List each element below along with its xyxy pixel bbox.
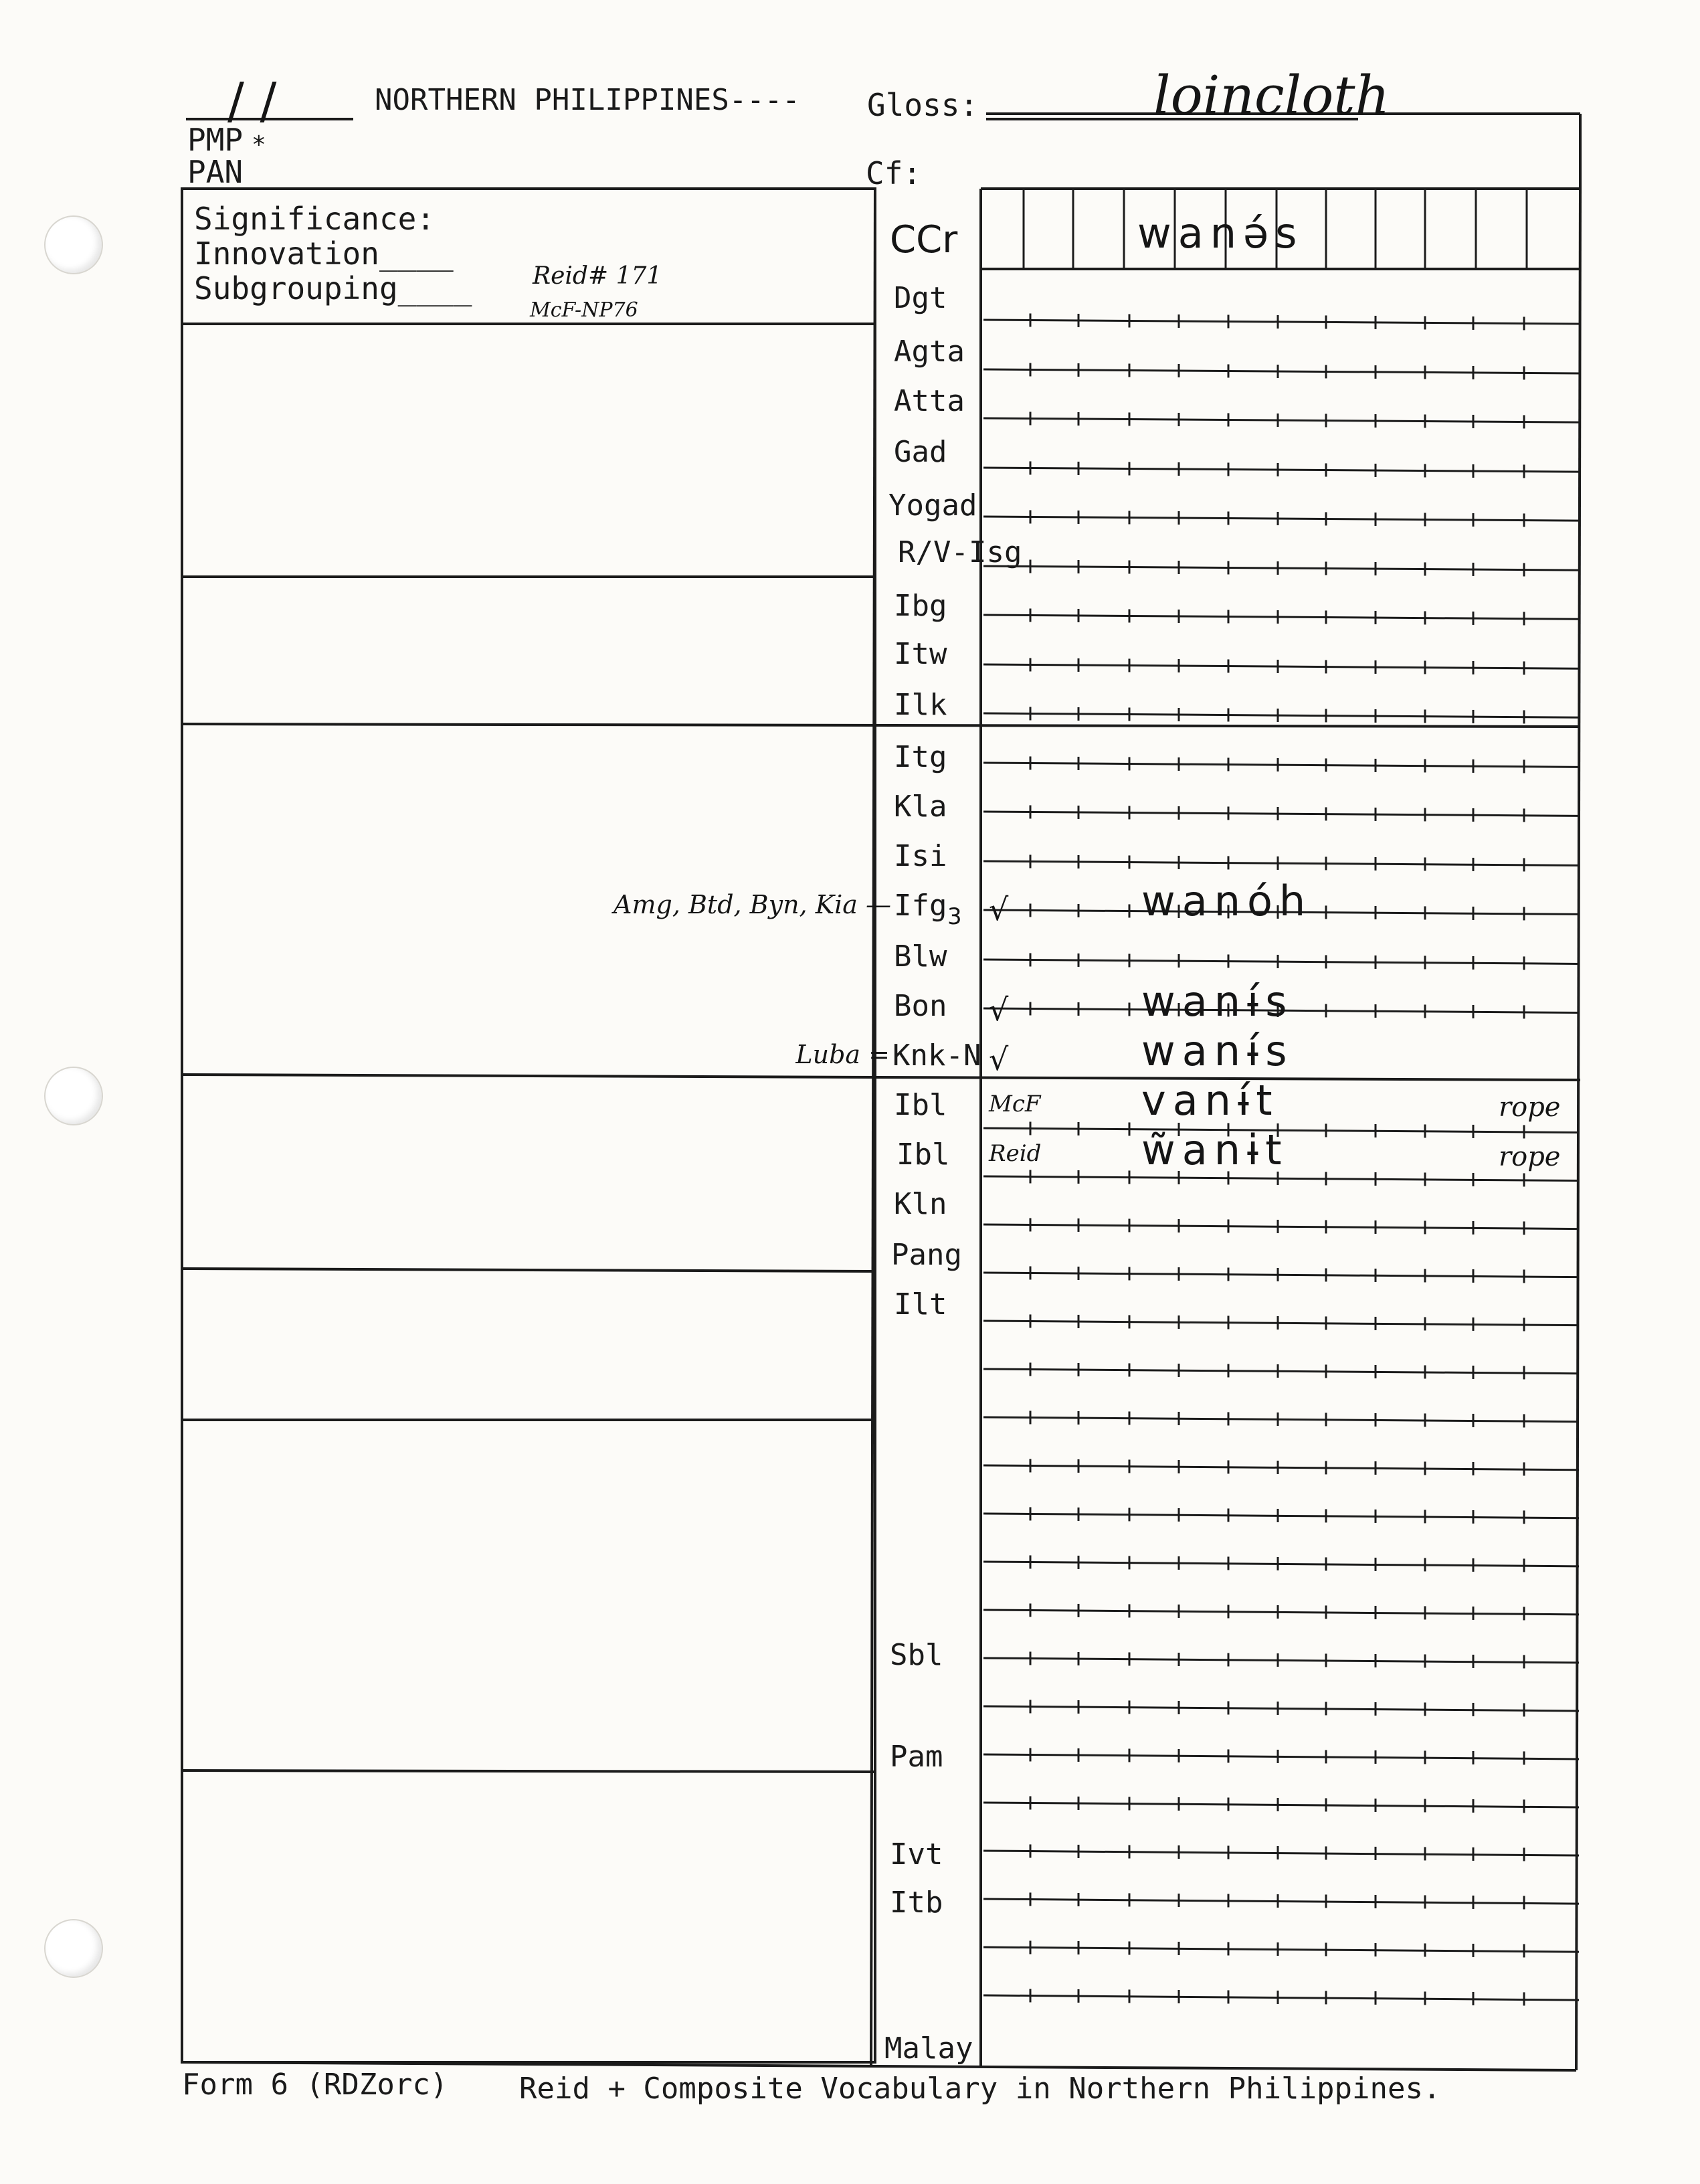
ruled-line [983,1369,1579,1374]
language-code: Ibl [896,1138,950,1172]
ruled-line [983,1947,1579,1952]
ruled-line [983,1224,1579,1229]
ruled-line [983,1321,1579,1326]
ruled-line [983,763,1579,767]
language-code: Dgt [894,281,947,315]
check-mark: Reid [989,1140,1042,1167]
ruled-line [983,320,1579,324]
language-code: Ibl [894,1088,947,1122]
check-mark: √ [989,992,1009,1028]
ruled-line [983,1465,1579,1470]
form-id: Form 6 (RDZorc) [182,2068,448,2102]
innovation-field: Innovation____ [194,236,454,272]
language-code: Itw [894,637,947,671]
ruled-line [983,615,1579,619]
ruled-line [983,960,1579,964]
word-form: wanə́s [1137,209,1304,258]
form-title: Reid + Composite Vocabulary in Northern Philippines. [519,2072,1441,2106]
language-code: Malay [884,2031,973,2066]
ruled-line [983,713,1579,717]
word-form: wanɨ́s [1141,1026,1294,1075]
ruled-line [983,1995,1579,2000]
language-code: Pam [890,1740,943,1774]
language-code: Kla [894,790,947,824]
language-code: Kln [894,1187,947,1221]
ruled-line [983,1417,1579,1422]
check-mark: √ [989,891,1009,927]
cf-label: Cf: [866,155,922,191]
row-gloss: rope [1499,1092,1561,1123]
language-code: R/V-Isg [898,535,1022,569]
word-form: vanɨ́t [1141,1076,1279,1125]
language-code: Ifg [894,889,947,923]
ruled-line [983,1851,1579,1855]
language-code: Pang [891,1238,962,1272]
row-gloss: rope [1499,1142,1561,1172]
language-code: Ilt [894,1287,947,1322]
language-code: Bon [894,989,947,1023]
language-code: Knk-N [892,1038,981,1073]
ruled-line [983,1514,1579,1518]
pmp-label: PMP [187,122,244,158]
language-code: Ilk [894,688,947,722]
language-code: Isi [894,839,947,873]
language-subscript: 3 [947,903,962,930]
ruled-line [983,418,1579,422]
language-code: Agta [894,335,965,369]
language-prefix-note: Amg, Btd, Byn, Kia — [613,890,891,919]
word-form: wanóh [1141,877,1313,925]
language-code: Blw [894,939,947,974]
word-form: wanɨ́s [1141,977,1294,1026]
ruled-line [983,861,1579,865]
language-code: Sbl [890,1638,943,1672]
gloss-label: Gloss: [867,87,979,123]
ruled-line [983,1658,1579,1663]
language-code: Ivt [890,1837,943,1872]
ruled-line [983,1899,1579,1904]
language-code: Ibg [894,589,947,623]
language-code: CCr [890,218,958,262]
language-prefix-note: Luba = [795,1040,890,1069]
reference-reid: Reid# 171 [533,262,662,290]
region-title: NORTHERN PHILIPPINES---- [375,83,800,117]
language-code: Itg [894,740,947,774]
pan-label: PAN [187,154,244,190]
language-code: Atta [894,384,965,418]
ruled-line [983,812,1579,816]
ruled-line [983,1176,1579,1181]
gloss-value: loincloth [1153,64,1390,126]
pmp-star: * [252,131,266,159]
ruled-line [983,1803,1579,1807]
ruled-line [983,1562,1579,1566]
language-code: Yogad [888,488,977,523]
ruled-line [983,517,1579,521]
ruled-line [983,1610,1579,1615]
ruled-line [983,468,1579,472]
ruled-line [983,1706,1579,1711]
language-code: Gad [894,435,947,469]
ruled-line [983,664,1579,668]
word-form: w̃anɨt [1141,1125,1289,1174]
date-marks: / / [227,72,277,130]
check-mark: McF [989,1091,1041,1117]
significance-title: Significance: [194,201,436,237]
language-code: Itb [890,1886,943,1920]
ruled-line [983,566,1579,570]
subgrouping-field: Subgrouping____ [194,270,472,306]
ruled-line [983,1273,1579,1277]
reference-mcf: McF-NP76 [530,298,638,322]
ruled-line [983,1754,1579,1759]
check-mark: √ [989,1041,1009,1077]
ruled-line [983,369,1579,373]
